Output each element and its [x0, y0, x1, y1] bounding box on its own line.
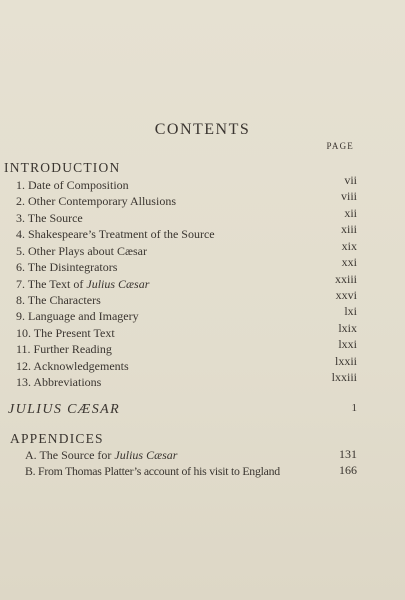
contents-title: CONTENTS [154, 121, 251, 138]
toc-entry-label: 4. Shakespeare’s Treatment of the Source [16, 227, 215, 241]
toc-entry-page: xxi [341, 255, 357, 269]
toc-entry-page: lxxiii [331, 370, 357, 384]
toc-entry-page: xix [341, 239, 357, 253]
appendix-entry-label-prefix: A. The Source for [25, 448, 115, 462]
appendix-entry-page: 131 [339, 447, 357, 461]
introduction-heading: INTRODUCTION [4, 160, 121, 175]
toc-entry-page: lxix [338, 321, 357, 335]
play-title: JULIUS CÆSAR [8, 402, 121, 417]
toc-entry-label: 5. Other Plays about Cæsar [16, 244, 147, 258]
toc-entry-page: lxxi [338, 337, 357, 351]
toc-entry-page: xiii [340, 222, 357, 236]
toc-entry-label-italic: Julius Cæsar [86, 277, 150, 291]
toc-entry-label: 11. Further Reading [16, 342, 112, 356]
appendices-heading: APPENDICES [10, 431, 104, 446]
toc-entry-label: 10. The Present Text [16, 326, 115, 340]
toc-entry-label: 3. The Source [16, 211, 83, 225]
toc-entry-label: 8. The Characters [16, 293, 101, 307]
appendix-entry-label: B. From Thomas Platter’s account of his visit to England [25, 464, 280, 478]
appendix-entry-page: 166 [339, 463, 357, 477]
toc-entry-label: 1. Date of Composition [16, 178, 129, 192]
toc-entry-label: 12. Acknowledgements [16, 359, 129, 373]
page-column-label: PAGE [326, 141, 354, 151]
toc-entry-label: 9. Language and Imagery [16, 309, 139, 323]
play-page: 1 [351, 402, 357, 414]
toc-entry-page: vii [344, 173, 357, 187]
toc-entry-page: xxiii [334, 272, 357, 286]
toc-entry-page: viii [340, 189, 357, 203]
toc-entry-label-prefix: 7. The Text of [16, 277, 87, 291]
toc-entry-label: 6. The Disintegrators [16, 260, 118, 274]
toc-entry-page: lxxii [334, 354, 357, 368]
toc-entry-page: xii [344, 206, 357, 220]
toc-entry-label: 2. Other Contemporary Allusions [16, 194, 176, 208]
appendix-entry-label-italic: Julius Cæsar [114, 448, 178, 462]
toc-entry-label [16, 277, 149, 291]
toc-entry-label: 13. Abbreviations [16, 375, 102, 389]
toc-entry-page: lxi [344, 304, 357, 318]
appendix-entry-label [25, 448, 177, 462]
toc-entry-page: xxvi [335, 288, 357, 302]
